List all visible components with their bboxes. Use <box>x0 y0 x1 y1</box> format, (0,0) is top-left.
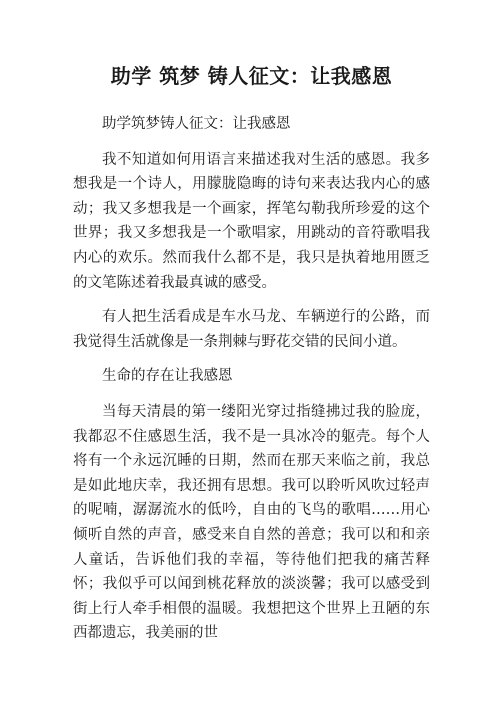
body-paragraph: 当每天清晨的第一缕阳光穿过指缝拂过我的脸庞，我都忍不住感恩生活，我不是一具冰冷的躯壳。每个人将有一个永远沉睡的日期，然而在那天来临之前，我总是如此地庆幸，我还拥有思想。我可以聆听风吹过轻声的呢喃，潺潺流水的低吟，自由的飞鸟的歌唱……用心倾听自然的声音，感受来自自然的善意；我可以和和亲人童话，告诉他们我的幸福，等待他们把我的痛苦释怀；我似乎可以闻到桃花释放的淡淡馨；我可以感受到街上行人牵手相偎的温暖。我想把这个世界上丑陋的东西都遗忘，我美丽的世 <box>73 403 430 642</box>
body-paragraph: 我不知道如何用语言来描述我对生活的感恩。我多想我是一个诗人，用朦胧隐晦的诗句来表达我内心的感动；我又多想我是一个画家，挥笔勾勒我所珍爱的这个世界；我又多想我是一个歌唱家，用跳动的音符歌唱我内心的欢乐。然而我什么都不是，我只是执着地用匮乏的文笔陈述着我最真诚的感受。 <box>73 151 430 291</box>
subtitle-paragraph: 助学筑梦铸人征文：让我感恩 <box>102 116 291 132</box>
body-paragraph: 有人把生活看成是车水马龙、车辆逆行的公路，而我觉得生活就像是一条荆棘与野花交错的民间小道。 <box>73 309 430 350</box>
section-heading: 生命的存在让我感恩 <box>102 368 233 385</box>
document-title: 助学 筑梦 铸人征文：让我感恩 <box>110 64 393 88</box>
